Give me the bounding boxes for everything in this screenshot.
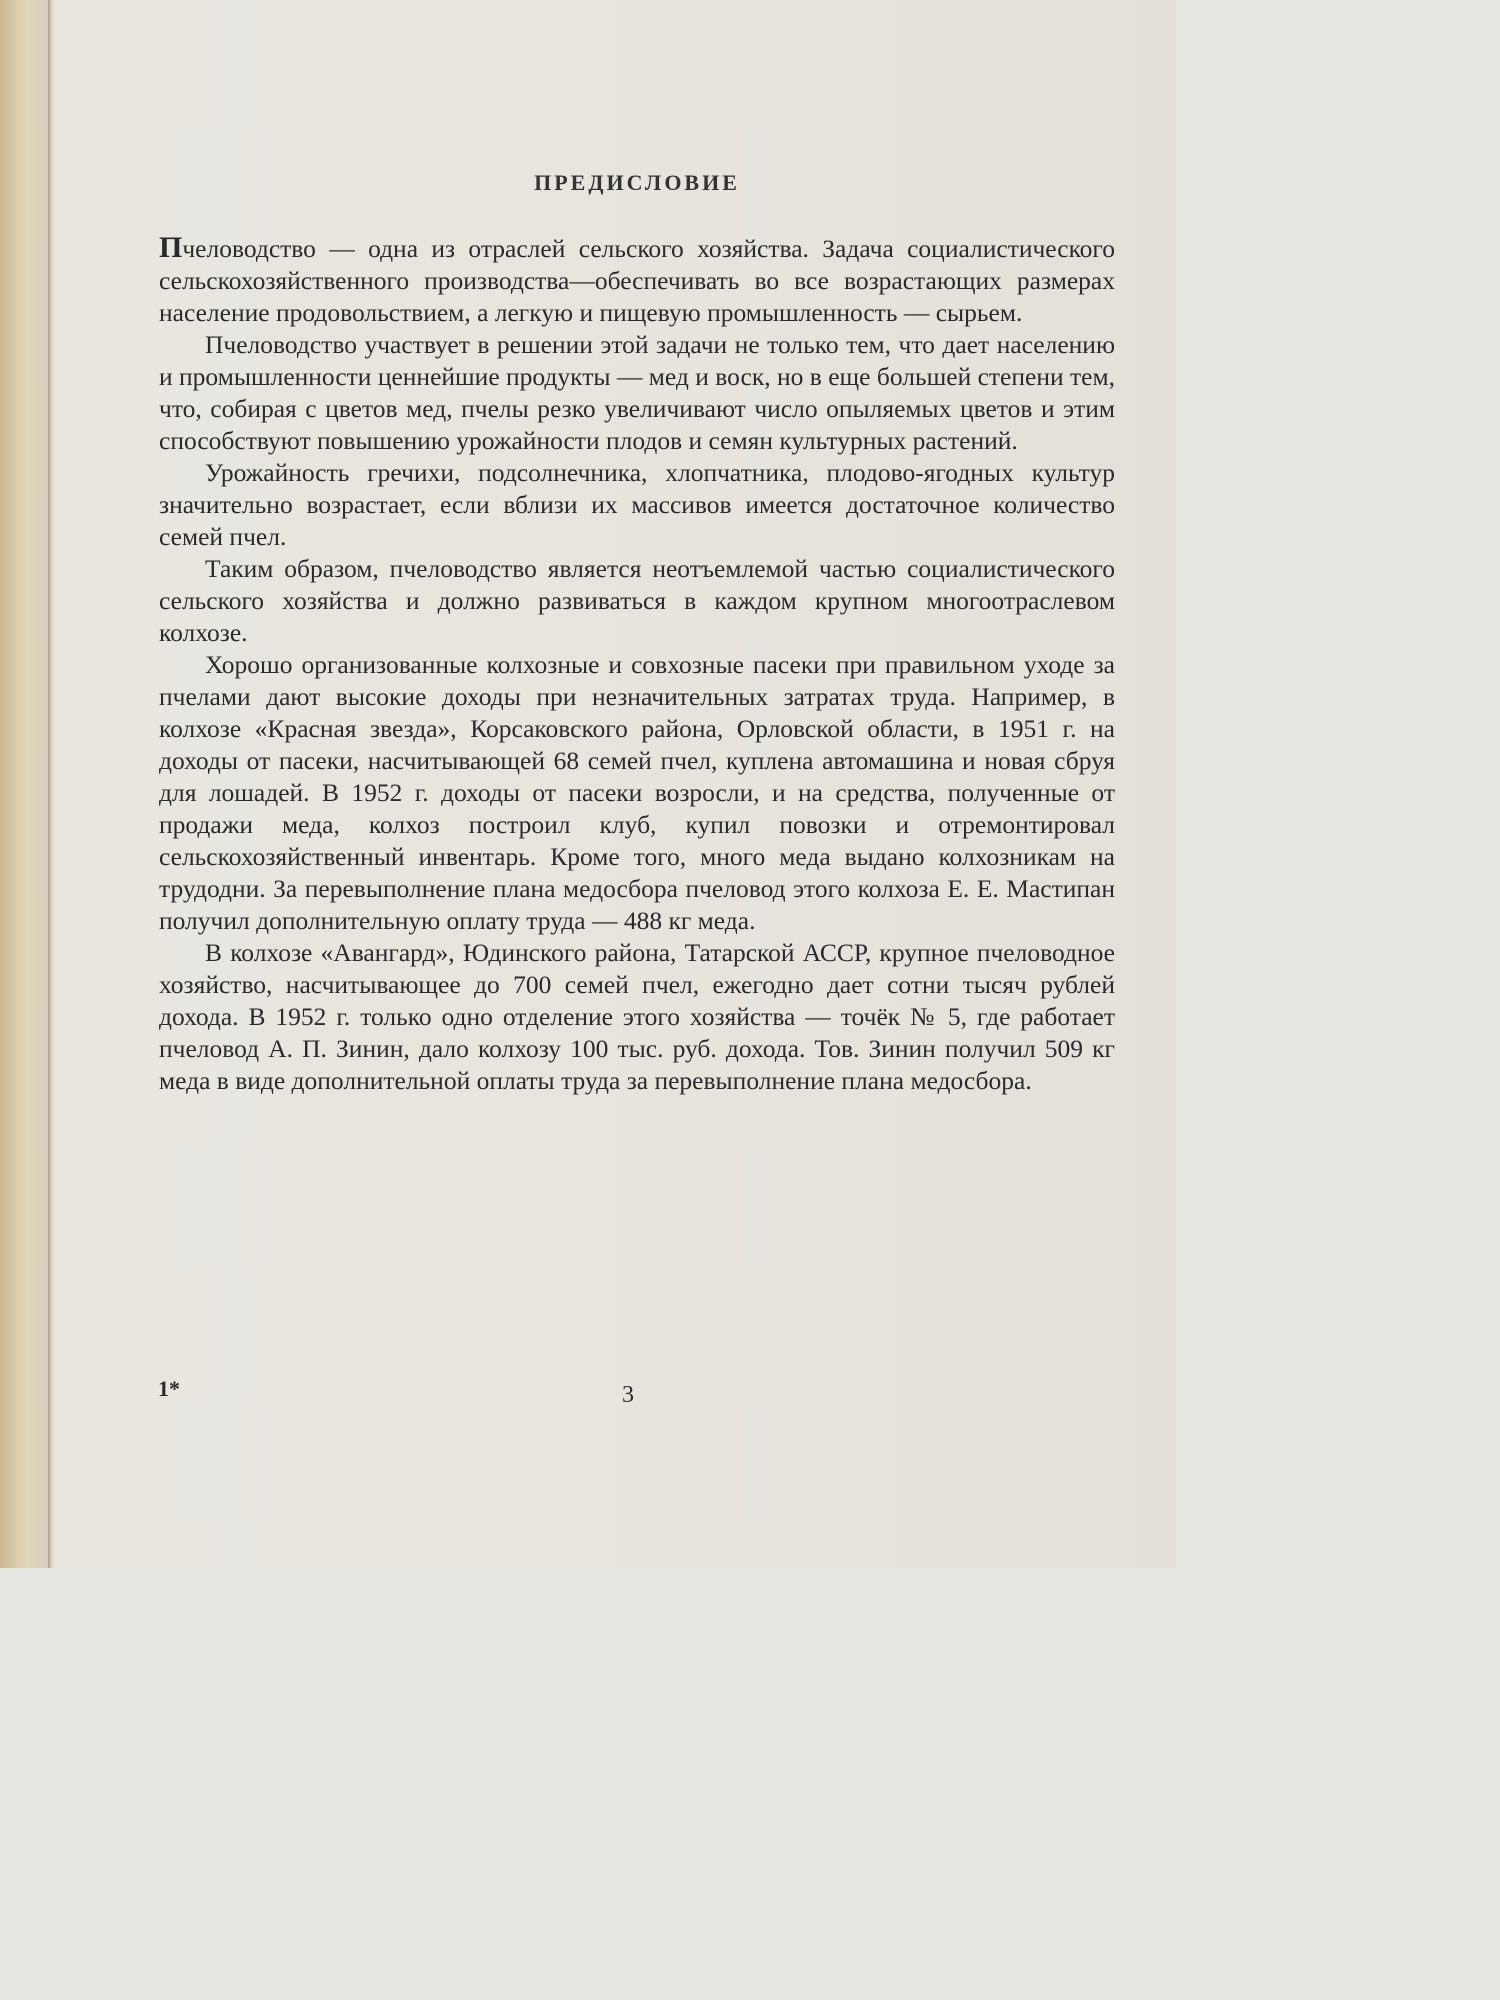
page-heading: ПРЕДИСЛОВИЕ bbox=[534, 170, 740, 195]
paragraph-4: Таким образом, пчеловодство является неотъемлемой частью социалистического сельского хозяйства и должно развиваться в каждом крупном многоотраслевом колхозе. bbox=[159, 554, 1115, 647]
signature-mark: 1* bbox=[158, 1376, 180, 1401]
spine-shadow bbox=[48, 0, 52, 1568]
paragraph-6: В колхозе «Авангард», Юдинского района, Татарской АССР, крупное пчеловодное хозяйство, насчитывающее до 700 семей пчел, ежегодно дает сотни тысяч рублей дохода. В 1952 г. только одно отделение этого хозяйства — точёк № 5, где работает пчеловод А. П. Зинин, дало колхозу 100 тыс. руб. дохода. Тов. Зинин получил 509 кг меда в виде дополнительной оплаты труда за перевыполнение плана медосбора. bbox=[159, 938, 1115, 1095]
paragraph-3: Урожайность гречихи, подсолнечника, хлопчатника, плодово-ягодных культур значительно возрастает, если вблизи их массивов имеется достаточное количество семей пчел. bbox=[159, 458, 1115, 551]
paragraph-5: Хорошо организованные колхозные и совхозные пасеки при правильном уходе за пчелами дают высокие доходы при незначительных затратах труда. Например, в колхозе «Красная звезда», Корсаковского района, Орловской области, в 1951 г. на доходы от пасеки, насчитывающей 68 семей пчел, куплена автомашина и новая сбруя для лошадей. В 1952 г. доходы от пасеки возросли, и на средства, полученные от продажи меда, колхоз построил клуб, купил повозки и отремонтировал сельскохозяйственный инвентарь. Кроме того, много меда выдано колхозникам на трудодни. За перевыполнение плана медосбора пчеловод этого колхоза Е. Е. Мастипан получил дополнительную оплату труда — 488 кг меда. bbox=[159, 650, 1115, 935]
paragraph-2: Пчеловодство участвует в решении этой задачи не только тем, что дает населению и промышленности ценнейшие продукты — мед и воск, но в еще большей степени тем, что, собирая с цветов мед, пчелы резко увеличивают число опыляемых цветов и этим способствуют повышению урожайности плодов и семян культурных растений. bbox=[159, 330, 1115, 455]
page-text-block bbox=[159, 170, 1115, 1097]
paragraph-1: Пчеловодство — одна из отраслей сельского хозяйства. Задача социалистического сельскохозяйственного производства—обеспечивать во все возрастающих размерах население продовольствием, а легкую и пищевую промышленность — сырьем. bbox=[159, 231, 1115, 327]
page-number: 3 bbox=[622, 1382, 634, 1408]
